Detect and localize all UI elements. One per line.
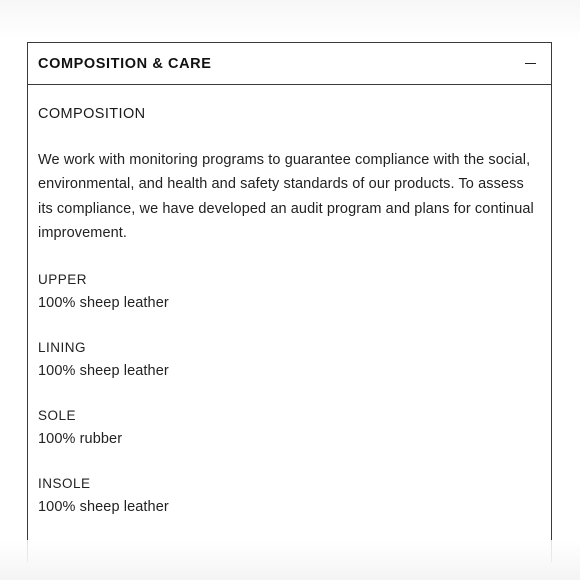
- composition-heading: COMPOSITION: [38, 106, 146, 122]
- material-label: LINING: [38, 340, 87, 356]
- composition-description: We work with monitoring programs to guarantee compliance with the social, environmental, and health and safety standards of our products. To assess its compliance, we have developed an audit program and plans for continual improvement.: [38, 152, 534, 241]
- material-item-insole: [38, 473, 541, 519]
- minus-icon-bar: [525, 63, 536, 64]
- material-label: INSOLE: [38, 476, 91, 492]
- material-item-lining: [38, 337, 541, 383]
- minus-icon[interactable]: [519, 53, 541, 75]
- material-label: UPPER: [38, 272, 88, 288]
- material-value: 100% sheep leather: [38, 295, 169, 312]
- accordion-header[interactable]: [28, 43, 551, 85]
- material-item-sole: [38, 405, 541, 451]
- material-value: 100% rubber: [38, 431, 123, 448]
- material-item-upper: [38, 269, 541, 315]
- bottom-fade: [0, 540, 580, 580]
- accordion-title: COMPOSITION & CARE: [38, 55, 212, 72]
- accordion-body: [28, 85, 551, 519]
- material-value: 100% sheep leather: [38, 363, 169, 380]
- material-label: SOLE: [38, 408, 77, 424]
- top-fade: [0, 0, 580, 40]
- material-value: 100% sheep leather: [38, 499, 169, 516]
- composition-care-accordion: [27, 42, 552, 562]
